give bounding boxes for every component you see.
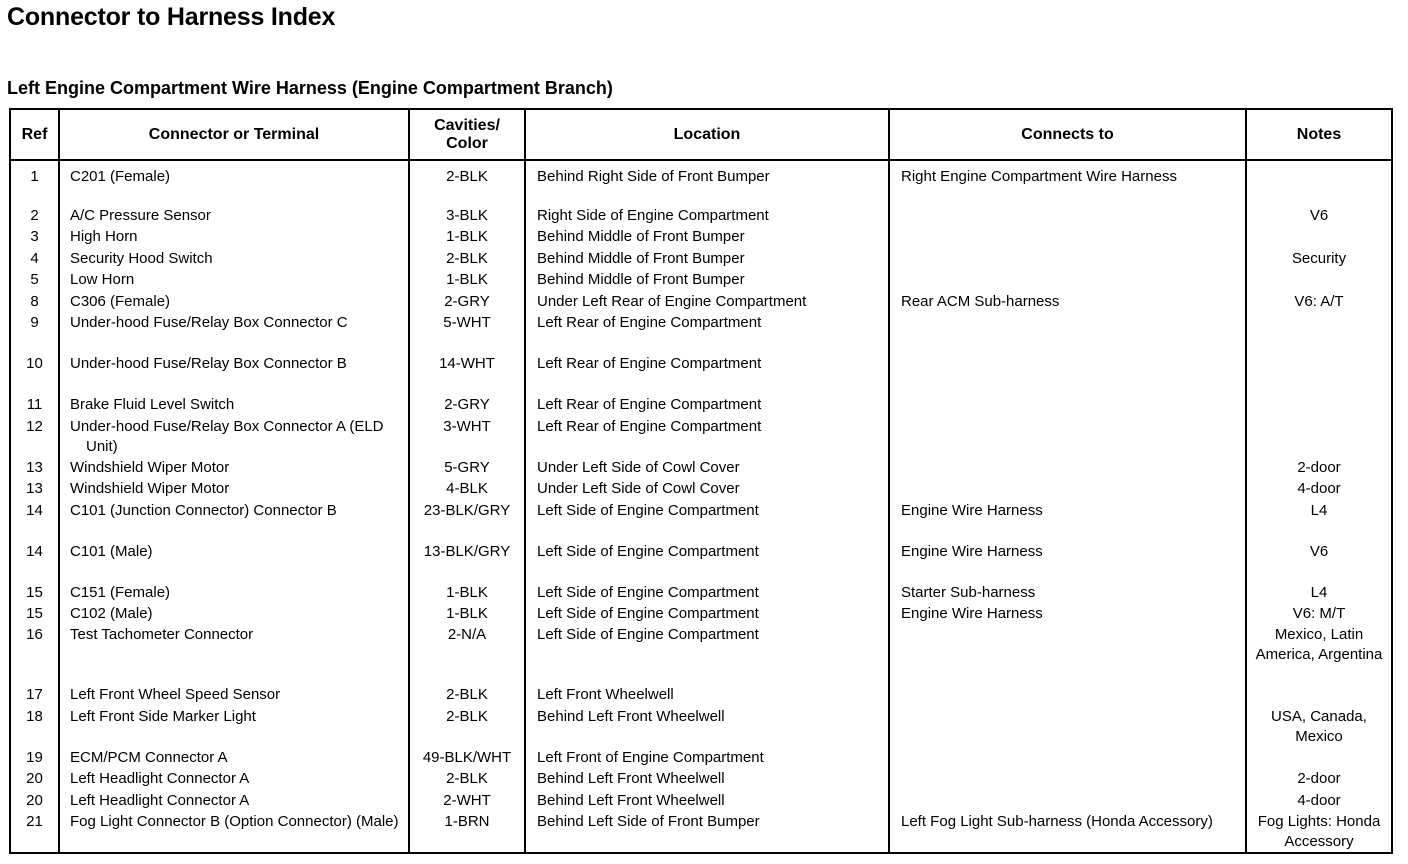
cell-connector [59,354,409,395]
cell-location-text: Under Left Rear of Engine Compartment [537,292,807,310]
cell-connector [59,501,409,542]
cell-location [525,458,889,479]
cell-connector [59,625,409,685]
table-row [10,270,1392,291]
cell-cavities-text: 2-BLK [446,770,488,788]
cell-ref-text: 4 [30,249,39,267]
section-title: Left Engine Compartment Wire Harness (Engine Compartment Branch) [7,78,613,98]
cell-ref-text: 5 [30,271,39,289]
cell-connector-text: Left Headlight Connector A [70,791,250,809]
cell-location [525,748,889,769]
cell-location-text: Left Side of Engine Compartment [537,501,759,519]
cell-notes [1246,417,1392,458]
cell-ref-text: 14 [26,542,43,560]
cell-notes-text: 4-door [1297,791,1341,809]
cell-connector-text: Left Headlight Connector A [70,770,250,788]
cell-cavities [409,417,525,458]
cell-connector-text: C101 (Male) [70,542,153,560]
col-header-connector: Connector or Terminal [59,109,409,160]
cell-location [525,313,889,354]
cell-cavities-text: 5-WHT [443,314,491,332]
cell-connects-to [889,313,1246,354]
table-row [10,791,1392,812]
cell-cavities [409,707,525,748]
cell-connects-to [889,791,1246,812]
cell-connector-text: C102 (Male) [70,604,153,622]
cell-connects-to [889,395,1246,416]
cell-cavities-text: 14-WHT [439,355,495,373]
cell-ref-text: 18 [26,707,43,725]
cell-location [525,270,889,291]
cell-location-text: Behind Left Side of Front Bumper [537,813,760,831]
cell-ref-text: 13 [26,480,43,498]
cell-ref-text: 20 [26,791,43,809]
cell-location [525,625,889,685]
cell-location-text: Left Front of Engine Compartment [537,748,764,766]
cell-ref [10,791,59,812]
cell-ref [10,227,59,248]
cell-connector-text: Test Tachometer Connector [70,626,254,644]
cell-location [525,354,889,395]
cell-ref [10,479,59,500]
cell-location-text: Left Side of Engine Compartment [537,542,759,560]
cell-connector-text: Windshield Wiper Motor [70,458,230,476]
cell-ref-text: 11 [26,396,43,414]
cell-cavities [409,769,525,790]
cell-connector-text: Windshield Wiper Motor [70,480,230,498]
cell-connector-text: ECM/PCM Connector A [70,748,228,766]
cell-connects-to [889,625,1246,685]
cell-connects-to [889,685,1246,706]
cell-ref-text: 1 [30,168,39,185]
cell-connector [59,313,409,354]
cell-location-text: Behind Left Front Wheelwell [537,707,725,725]
cell-location-text: Left Front Wheelwell [537,686,674,704]
cell-connector-text: C201 (Female) [70,168,171,185]
cell-notes [1246,707,1392,748]
cell-connector [59,395,409,416]
cell-notes [1246,313,1392,354]
table-row [10,458,1392,479]
cell-location-text: Left Rear of Engine Compartment [537,314,762,332]
cell-connector [59,479,409,500]
cell-location-text: Left Rear of Engine Compartment [537,417,762,435]
cell-cavities-text: 4-BLK [446,480,488,498]
cell-cavities [409,583,525,604]
cell-cavities-text: 13-BLK/GRY [423,542,511,560]
cell-notes-text: V6: M/T [1292,604,1346,622]
cell-notes [1246,292,1392,313]
cell-connector [59,769,409,790]
cell-ref [10,206,59,227]
cell-cavities-text: 1-BLK [446,604,488,622]
cell-notes [1246,395,1392,416]
cell-connector-text: C151 (Female) [70,583,171,601]
table-row [10,227,1392,248]
cell-notes [1246,160,1392,206]
page-title: Connector to Harness Index [7,3,336,31]
cell-cavities [409,479,525,500]
cell-location [525,685,889,706]
col-header-cavities-line1: Cavities/ [434,116,500,134]
cell-connector [59,685,409,706]
cell-connector-text: Under-hood Fuse/Relay Box Connector C [70,314,348,332]
cell-connector-text: High Horn [70,228,138,246]
cell-notes [1246,791,1392,812]
cell-cavities-text: 49-BLK/WHT [422,748,512,766]
cell-connector-text: Under-hood Fuse/Relay Box Connector B [70,355,347,373]
cell-connector [59,707,409,748]
table-row [10,583,1392,604]
cell-ref [10,354,59,395]
cell-location [525,417,889,458]
cell-connector [59,542,409,583]
cell-notes [1246,583,1392,604]
cell-connects-to-text: Starter Sub-harness [901,583,1036,601]
cell-notes-text: Security [1291,249,1347,267]
cell-cavities [409,625,525,685]
cell-cavities [409,292,525,313]
cell-location-text: Behind Middle of Front Bumper [537,271,745,289]
cell-notes-text: USA, Canada, Mexico [1271,707,1367,745]
cell-connects-to [889,206,1246,227]
cell-connector [59,748,409,769]
table-row [10,604,1392,625]
cell-notes [1246,625,1392,685]
cell-ref [10,604,59,625]
cell-connects-to [889,583,1246,604]
cell-cavities [409,160,525,206]
cell-cavities-text: 23-BLK/GRY [423,501,511,519]
cell-connects-to [889,707,1246,748]
cell-cavities-text: 2-BLK [446,168,488,185]
col-header-cavities-line2: Color [446,134,488,152]
cell-connects-to-text: Engine Wire Harness [901,542,1043,560]
cell-connects-to [889,812,1246,853]
cell-notes [1246,748,1392,769]
cell-ref [10,685,59,706]
cell-notes [1246,206,1392,227]
cell-ref-text: 8 [30,292,39,310]
cell-ref-text: 15 [26,583,43,601]
cell-ref-text: 3 [30,228,39,246]
cell-connects-to [889,227,1246,248]
cell-connector-text: A/C Pressure Sensor [70,207,211,224]
cell-cavities-text: 3-WHT [443,417,491,435]
cell-ref-text: 17 [26,686,43,704]
cell-ref [10,458,59,479]
cell-ref [10,292,59,313]
cell-connector-text: C306 (Female) [70,292,171,310]
cell-notes [1246,812,1392,853]
cell-connector [59,417,409,458]
cell-notes-text: L4 [1310,583,1328,601]
cell-cavities-text: 2-BLK [446,686,488,704]
cell-cavities-text: 2-WHT [443,791,491,809]
cell-notes-text: V6 [1309,542,1329,560]
cell-location-text: Behind Left Front Wheelwell [537,791,725,809]
cell-cavities [409,313,525,354]
cell-notes [1246,458,1392,479]
cell-notes-text: 2-door [1297,770,1341,788]
cell-notes [1246,542,1392,583]
cell-connects-to-text: Engine Wire Harness [901,604,1043,622]
cell-notes [1246,270,1392,291]
cell-location [525,812,889,853]
cell-cavities [409,227,525,248]
cell-ref-text: 21 [26,813,43,831]
table-row [10,542,1392,583]
cell-notes [1246,769,1392,790]
cell-notes-text: L4 [1310,501,1328,519]
cell-ref [10,270,59,291]
cell-connects-to [889,542,1246,583]
col-header-ref: Ref [10,109,59,160]
cell-cavities [409,685,525,706]
cell-cavities-text: 2-GRY [444,396,490,414]
cell-cavities-text: 5-GRY [444,458,490,476]
cell-connects-to [889,270,1246,291]
cell-notes [1246,249,1392,270]
cell-ref-text: 19 [26,748,43,766]
cell-connector [59,270,409,291]
cell-ref-text: 20 [26,770,43,788]
cell-cavities [409,791,525,812]
cell-cavities [409,249,525,270]
cell-location-text: Left Side of Engine Compartment [537,583,759,601]
cell-ref-text: 2 [30,207,39,224]
cell-connects-to [889,748,1246,769]
cell-connector-text: Fog Light Connector B (Option Connector) (Male) [70,813,399,831]
cell-connector [59,604,409,625]
cell-connects-to [889,604,1246,625]
table-row [10,769,1392,790]
cell-connector-text: Brake Fluid Level Switch [70,396,235,414]
cell-connector [59,206,409,227]
cell-connects-to [889,501,1246,542]
cell-location [525,769,889,790]
table-row [10,501,1392,542]
cell-notes-text: Mexico, Latin America, Argentina [1255,626,1383,664]
cell-connector [59,583,409,604]
table-row [10,292,1392,313]
cell-notes-text: 4-door [1297,480,1341,498]
col-header-cavities [409,109,525,160]
cell-connector-text: Low Horn [70,271,135,289]
cell-cavities-text: 1-BLK [446,228,488,246]
cell-cavities-text: 2-BLK [446,707,488,725]
cell-connects-to [889,458,1246,479]
cell-cavities [409,458,525,479]
cell-location [525,604,889,625]
cell-connects-to [889,249,1246,270]
cell-ref [10,769,59,790]
table-row [10,249,1392,270]
table-row [10,707,1392,748]
cell-ref-text: 13 [26,458,43,476]
cell-location-text: Left Rear of Engine Compartment [537,355,762,373]
cell-location-text: Behind Right Side of Front Bumper [537,168,770,185]
cell-ref [10,625,59,685]
cell-location [525,501,889,542]
col-header-location: Location [525,109,889,160]
cell-location-text: Right Side of Engine Compartment [537,207,769,224]
cell-connects-to-text: Left Fog Light Sub-harness (Honda Accessory) [901,813,1213,831]
cell-ref-text: 12 [26,417,43,435]
cell-ref-text: 14 [26,501,43,519]
cell-ref [10,748,59,769]
cell-connects-to [889,479,1246,500]
cell-notes-text: V6 [1309,207,1329,224]
cell-cavities-text: 1-BRN [444,813,490,831]
table-row [10,160,1392,206]
cell-ref [10,249,59,270]
table-row [10,313,1392,354]
cell-notes [1246,604,1392,625]
cell-connector-text: Under-hood Fuse/Relay Box Connector A (ELD Unit) [70,417,384,455]
table-row [10,812,1392,853]
cell-location [525,227,889,248]
cell-ref [10,707,59,748]
cell-ref [10,501,59,542]
cell-notes [1246,354,1392,395]
cell-connector [59,227,409,248]
cell-cavities [409,812,525,853]
cell-notes [1246,685,1392,706]
table-row [10,685,1392,706]
cell-connector [59,458,409,479]
cell-cavities [409,270,525,291]
cell-location-text: Left Rear of Engine Compartment [537,396,762,414]
cell-connector [59,812,409,853]
cell-connects-to [889,769,1246,790]
cell-connects-to [889,160,1246,206]
cell-cavities [409,501,525,542]
cell-ref [10,542,59,583]
cell-location-text: Under Left Side of Cowl Cover [537,458,740,476]
cell-connects-to [889,292,1246,313]
cell-ref [10,313,59,354]
cell-notes [1246,501,1392,542]
cell-location [525,791,889,812]
col-header-connects-to: Connects to [889,109,1246,160]
table-row [10,625,1392,685]
cell-connects-to [889,417,1246,458]
connector-index-table [9,108,1393,854]
cell-ref [10,583,59,604]
cell-location [525,583,889,604]
cell-connector-text: Left Front Side Marker Light [70,707,256,725]
cell-connects-to [889,354,1246,395]
cell-cavities-text: 3-BLK [446,207,488,224]
table-row [10,206,1392,227]
table-row [10,354,1392,395]
cell-ref [10,417,59,458]
cell-connector [59,160,409,206]
cell-location-text: Left Side of Engine Compartment [537,604,759,622]
cell-location-text: Behind Left Front Wheelwell [537,770,725,788]
cell-connector-text: C101 (Junction Connector) Connector B [70,501,337,519]
cell-connector [59,249,409,270]
cell-connector [59,791,409,812]
cell-cavities-text: 2-GRY [444,292,490,310]
cell-cavities-text: 1-BLK [446,271,488,289]
cell-location-text: Behind Middle of Front Bumper [537,249,745,267]
cell-location-text: Behind Middle of Front Bumper [537,228,745,246]
cell-cavities [409,206,525,227]
cell-notes-text: 2-door [1297,458,1341,476]
cell-cavities [409,354,525,395]
cell-location-text: Under Left Side of Cowl Cover [537,480,740,498]
header-row [10,109,1392,160]
cell-ref [10,160,59,206]
cell-location [525,292,889,313]
cell-location-text: Left Side of Engine Compartment [537,626,759,644]
cell-ref-text: 16 [26,626,43,644]
cell-cavities [409,604,525,625]
cell-connector-text: Left Front Wheel Speed Sensor [70,686,281,704]
table-header [10,109,1392,160]
cell-notes [1246,227,1392,248]
cell-connector-text: Security Hood Switch [70,249,213,267]
table-row [10,417,1392,458]
cell-notes [1246,479,1392,500]
cell-location [525,206,889,227]
cell-cavities [409,748,525,769]
table-body [10,160,1392,853]
cell-location [525,160,889,206]
cell-location [525,249,889,270]
cell-connector [59,292,409,313]
cell-cavities [409,395,525,416]
cell-connects-to-text: Right Engine Compartment Wire Harness [901,168,1177,185]
cell-notes-text: V6: A/T [1294,292,1344,310]
cell-ref-text: 9 [30,314,39,332]
table-row [10,748,1392,769]
cell-ref [10,812,59,853]
cell-connects-to-text: Rear ACM Sub-harness [901,292,1060,310]
cell-location [525,479,889,500]
cell-ref-text: 10 [26,355,43,373]
table-row [10,479,1392,500]
cell-notes-text: Fog Lights: Honda Accessory [1257,813,1381,851]
table-row [10,395,1392,416]
cell-cavities-text: 1-BLK [446,583,488,601]
cell-location [525,707,889,748]
cell-cavities-text: 2-BLK [446,249,488,267]
col-header-notes: Notes [1246,109,1392,160]
cell-ref-text: 15 [26,604,43,622]
cell-location [525,542,889,583]
cell-cavities [409,542,525,583]
cell-connects-to-text: Engine Wire Harness [901,501,1043,519]
cell-cavities-text: 2-N/A [447,626,487,644]
cell-ref [10,395,59,416]
cell-location [525,395,889,416]
